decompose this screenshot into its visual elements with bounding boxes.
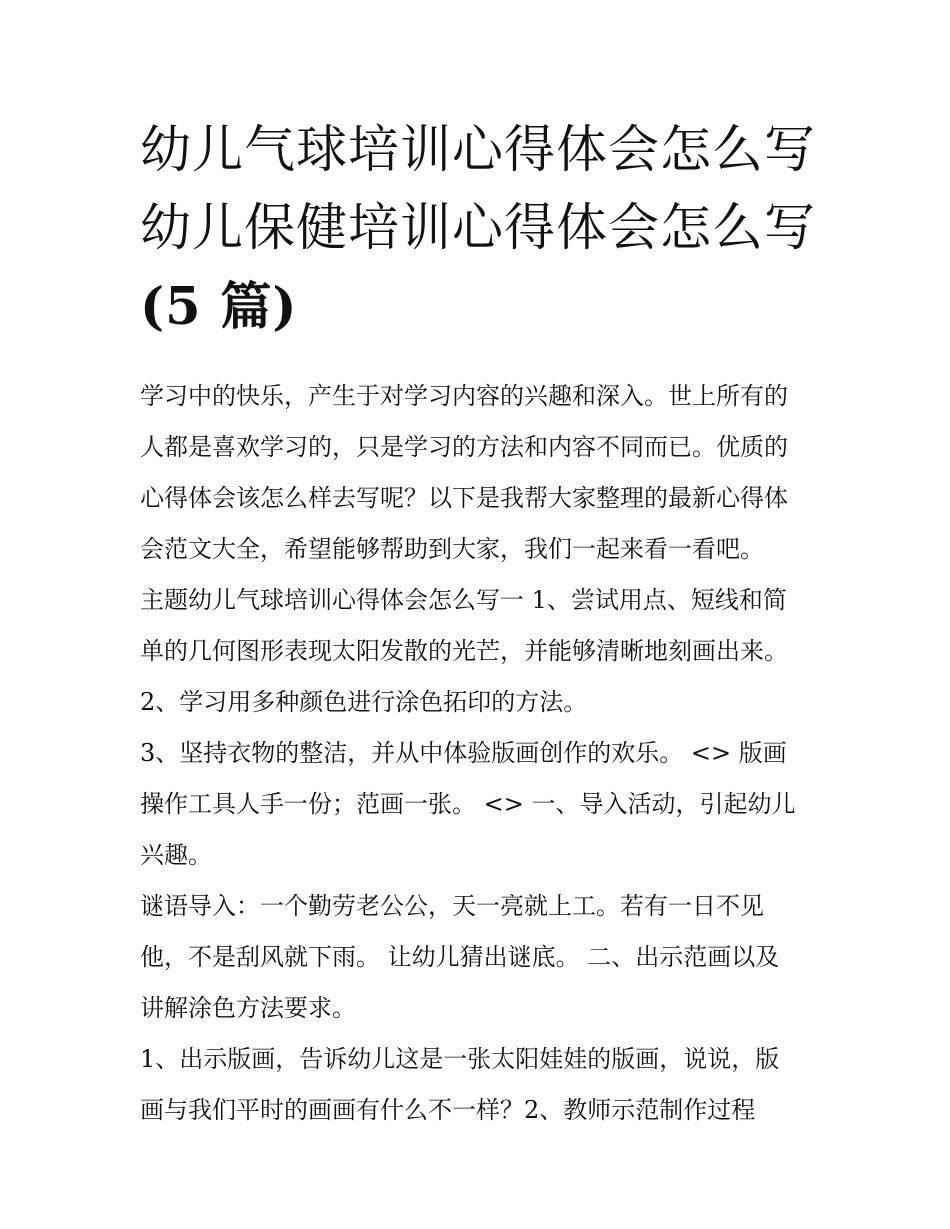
- title-line-1: 幼儿气球培训心得体会怎么写: [140, 121, 817, 180]
- body-line: 2、学习用多种颜色进行涂色拓印的方法。: [140, 688, 588, 716]
- body-line: 他，不是刮风就下雨。 让幼儿猜出谜底。 二、出示范画以及: [140, 943, 780, 971]
- body-line: 会范文大全，希望能够帮助到大家，我们一起来看一看吧。: [140, 535, 764, 563]
- body-line: 单的几何图形表现太阳发散的光芒，并能够清晰地刻画出来。: [140, 637, 788, 665]
- document-body: [140, 371, 820, 1136]
- body-line: 心得体会该怎么样去写呢？以下是我帮大家整理的最新心得体: [140, 484, 788, 512]
- body-line: 谜语导入：一个勤劳老公公，天一亮就上工。若有一日不见: [140, 892, 764, 920]
- body-line: 画与我们平时的画画有什么不一样？2、教师示范制作过程: [140, 1096, 756, 1124]
- body-line: 操作工具人手一份；范画一张。 <> 一、导入活动，引起幼儿: [140, 790, 796, 818]
- title-line-3: (5 篇): [140, 277, 298, 337]
- document-title: [140, 112, 820, 346]
- document-page: [140, 112, 820, 1136]
- body-line: 讲解涂色方法要求。: [140, 994, 356, 1022]
- body-line: 兴趣。: [140, 841, 212, 869]
- body-line: 人都是喜欢学习的，只是学习的方法和内容不同而已。优质的: [140, 433, 788, 461]
- body-line: 3、坚持衣物的整洁，并从中体验版画创作的欢乐。 <> 版画: [140, 739, 787, 767]
- body-line: 学习中的快乐，产生于对学习内容的兴趣和深入。世上所有的: [140, 382, 788, 410]
- body-line: 1、出示版画，告诉幼儿这是一张太阳娃娃的版画，说说，版: [140, 1045, 780, 1073]
- title-line-2: 幼儿保健培训心得体会怎么写: [140, 199, 817, 258]
- body-line: 主题幼儿气球培训心得体会怎么写一 1、尝试用点、短线和简: [140, 586, 787, 614]
